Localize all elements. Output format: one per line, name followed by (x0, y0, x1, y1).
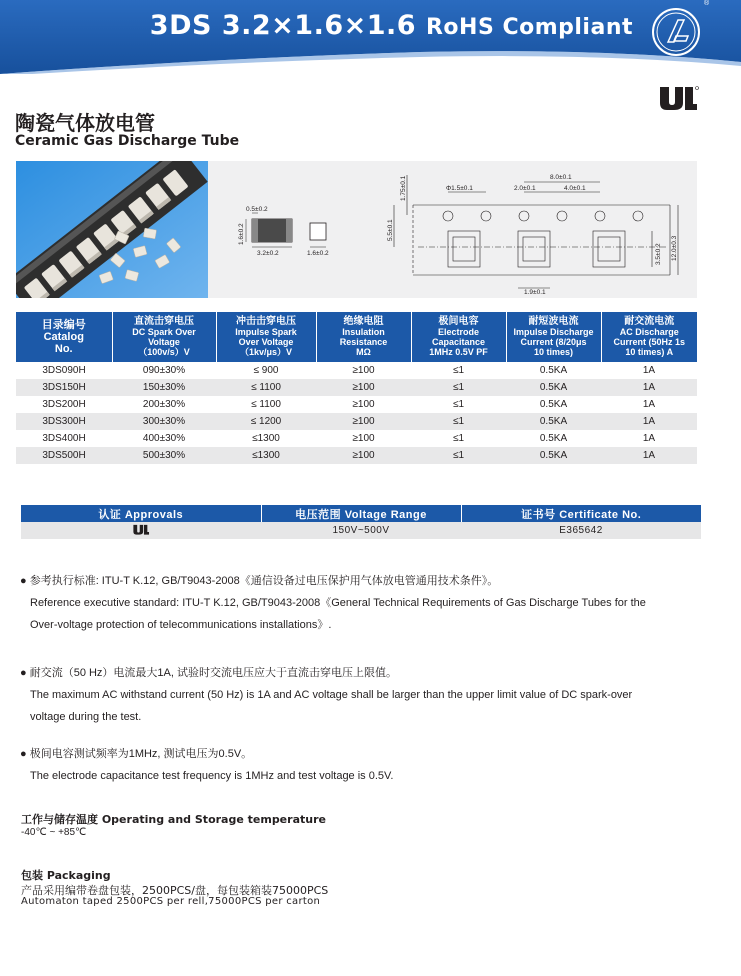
banner-title (150, 10, 633, 41)
certificate-number: E365642 (461, 522, 701, 539)
note-cap-cn: ● 极间电容测试频率为1MHz, 测试电压为0.5V。 (20, 748, 253, 760)
approvals-row (21, 522, 701, 539)
table-row (16, 362, 697, 379)
cell: 3DS150H (16, 379, 112, 396)
dim-hole-offset: 1.75±0.1 (400, 175, 407, 201)
dim-row-spacing: 5.5±0.1 (387, 219, 394, 241)
packaging-en: Automaton taped 2500PCS per rell,75000PCS per carton (21, 896, 321, 907)
cell: 500±30% (112, 447, 216, 464)
cell: 0.5KA (506, 413, 601, 430)
tape-drawing (394, 175, 678, 288)
approvals-col-voltage: 电压范围 Voltage Range (261, 505, 461, 522)
ul-mark-icon (132, 524, 150, 535)
cell: 1A (601, 362, 697, 379)
dim-tape-width: 12.0±0.3 (671, 235, 678, 261)
cell: 0.5KA (506, 379, 601, 396)
dim-part-height: 1.6±0.2 (238, 223, 245, 245)
approvals-table (21, 505, 701, 539)
cell: 200±30% (112, 396, 216, 413)
cell: ≤ 900 (216, 362, 316, 379)
dim-hole-pitch-b: 4.0±0.1 (564, 185, 586, 192)
packaging-heading: 包装 Packaging (21, 869, 111, 882)
cell: ≤1300 (216, 447, 316, 464)
cell: ≤1 (411, 396, 506, 413)
note-ac-en2: voltage during the test. (30, 711, 142, 723)
cell: ≤1 (411, 362, 506, 379)
cell: 0.5KA (506, 396, 601, 413)
approvals-header-row (21, 505, 701, 522)
registered-mark: ® (704, 0, 710, 7)
product-title-en: Ceramic Gas Discharge Tube (15, 133, 240, 149)
cell: ≤1300 (216, 430, 316, 447)
temperature-value: -40℃ ~ +85℃ (21, 827, 87, 838)
cell: 3DS200H (16, 396, 112, 413)
col-ac-discharge: 耐交流电流 AC Discharge Current (50Hz 1s 10 times) A (601, 312, 697, 362)
spec-header-row (16, 312, 697, 362)
cell: ≤ 1100 (216, 396, 316, 413)
cell: ≤1 (411, 430, 506, 447)
cell: 300±30% (112, 413, 216, 430)
cell: ≥100 (316, 413, 411, 430)
packaging-cn: 产品采用编带卷盘包装，2500PCS/盘，每包装箱装75000PCS (21, 884, 329, 897)
dim-pocket-width: 3.5±0.2 (655, 243, 662, 265)
ul-mark-icon (657, 85, 699, 111)
cell: 3DS090H (16, 362, 112, 379)
product-photo (16, 161, 208, 298)
cell: ≤1 (411, 379, 506, 396)
company-logo-icon (650, 6, 702, 58)
cell: 3DS300H (16, 413, 112, 430)
cell: ≥100 (316, 430, 411, 447)
dim-hole-dia: Φ1.5±0.1 (446, 185, 473, 192)
table-row (16, 379, 697, 396)
cell: 1A (601, 447, 697, 464)
dim-hole-pitch-a: 2.0±0.1 (514, 185, 536, 192)
cell: 3DS500H (16, 447, 112, 464)
col-impulse-discharge: 耐短波电流 Impulse Discharge Current (8/20μs 10 times) (506, 312, 601, 362)
dim-part-width: 0.5±0.2 (246, 206, 268, 213)
dim-pocket-depth: 1.9±0.1 (524, 289, 546, 296)
cell: 1A (601, 379, 697, 396)
col-catalog: 目录编号 Catalog No. (16, 312, 112, 362)
header-banner (0, 0, 741, 74)
dim-part-length: 3.2±0.2 (257, 250, 279, 257)
note-standard-en1: Reference executive standard: ITU-T K.12, GB/T9043-2008《General Technical Requirements of Gas Discharge Tubes for the (30, 597, 646, 609)
voltage-range-value: 150V~500V (261, 522, 461, 539)
cell: 0.5KA (506, 447, 601, 464)
cell: 0.5KA (506, 362, 601, 379)
temperature-heading: 工作与储存温度 Operating and Storage temperature (21, 813, 326, 826)
cell: ≤1 (411, 447, 506, 464)
cell: ≥100 (316, 379, 411, 396)
cell: ≥100 (316, 447, 411, 464)
dimension-drawing-panel (208, 161, 697, 298)
cell: ≤ 1200 (216, 413, 316, 430)
cell: ≤ 1100 (216, 379, 316, 396)
cell: ≥100 (316, 396, 411, 413)
approvals-col-certificate: 证书号 Certificate No. (461, 505, 701, 522)
note-standard-en2: Over-voltage protection of telecommunications installations》. (30, 619, 332, 631)
col-dc-spark: 直流击穿电压 DC Spark Over Voltage （100v/s）V (112, 312, 216, 362)
cell: 3DS400H (16, 430, 112, 447)
cell: 400±30% (112, 430, 216, 447)
table-row (16, 396, 697, 413)
cell: ≥100 (316, 362, 411, 379)
col-impulse-spark: 冲击击穿电压 Impulse Spark Over Voltage （1kv/μs）V (216, 312, 316, 362)
table-row (16, 430, 697, 447)
cell: 1A (601, 413, 697, 430)
table-row (16, 413, 697, 430)
approvals-mark-cell (21, 522, 261, 539)
dim-part-depth: 1.6±0.2 (307, 250, 329, 257)
cell: ≤1 (411, 413, 506, 430)
note-capacitance (20, 743, 393, 787)
note-ac-en1: The maximum AC withstand current (50 Hz) is 1A and AC voltage shall be larger than the upper limit value of DC spark-over (30, 689, 633, 701)
cell: 090±30% (112, 362, 216, 379)
cell: 1A (601, 430, 697, 447)
col-insulation: 绝缘电阻 Insulation Resistance MΩ (316, 312, 411, 362)
cell: 0.5KA (506, 430, 601, 447)
title-main: 3DS 3.2×1.6×1.6 (149, 10, 417, 41)
cell: 1A (601, 396, 697, 413)
col-capacitance: 极间电容 Electrode Capacitance 1MHz 0.5V PF (411, 312, 506, 362)
table-row (16, 447, 697, 464)
cell: 150±30% (112, 379, 216, 396)
note-standard (20, 570, 646, 636)
part-outline-drawing (246, 213, 326, 247)
approvals-col-approvals: 认证 Approvals (21, 505, 261, 522)
note-standard-cn: ● 参考执行标准: ITU-T K.12, GB/T9043-2008《通信设备过电压保护用气体放电管通用技术条件》。 (20, 575, 499, 587)
note-ac-cn: ● 耐交流（50 Hz）电流最大1A, 试验时交流电压应大于直流击穿电压上限值。 (20, 667, 398, 679)
note-ac-current (20, 662, 632, 728)
product-title-cn: 陶瓷气体放电管 (15, 111, 155, 135)
note-cap-en1: The electrode capacitance test frequency is 1MHz and test voltage is 0.5V. (30, 770, 394, 782)
title-suffix: RoHS Compliant (425, 15, 633, 40)
spec-table (16, 312, 697, 464)
dim-tape-pitch: 8.0±0.1 (550, 174, 572, 181)
